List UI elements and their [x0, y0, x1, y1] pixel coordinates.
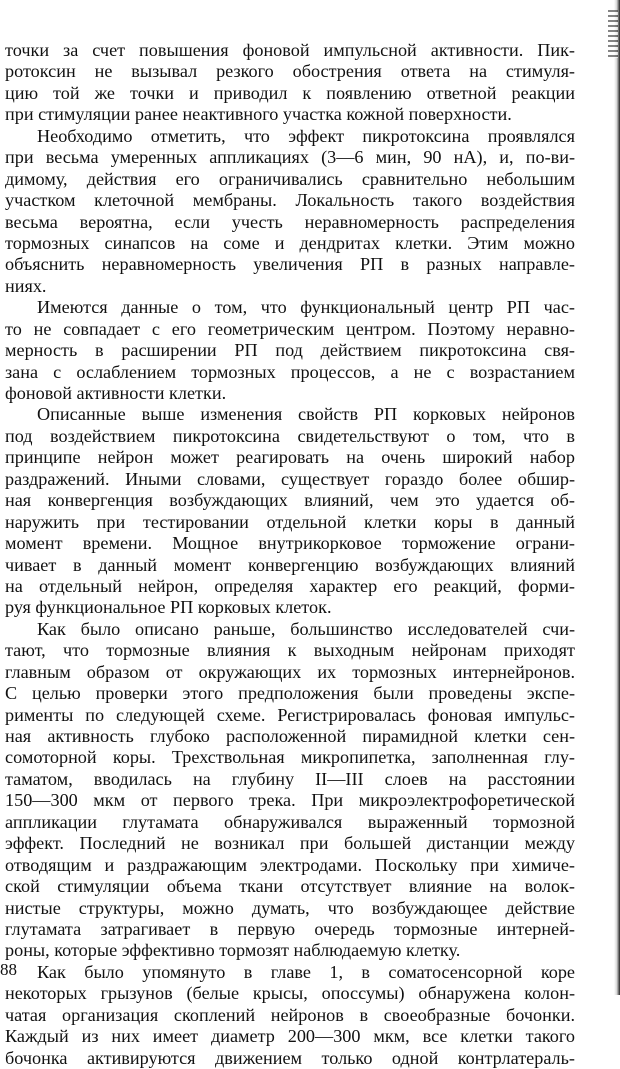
text-line: мерность в расширении РП под действием пикротоксина свя- [5, 340, 575, 361]
text-line: точки за счет повышения фоновой импульсной активности. Пик- [5, 40, 575, 60]
text-line: ниях. [5, 275, 47, 296]
text-line: раздражений. Иными словами, существует гораздо более обшир- [5, 468, 575, 489]
text-line: при стимуляции ранее неактивного участка кожной поверхности. [5, 104, 512, 125]
text-line: роны, которые эффективно тормозят наблюдаемую клетку. [5, 940, 461, 961]
text-line: ная конвергенция возбуждающих влияний, чем это удается об- [5, 490, 575, 511]
text-line: при весьма умеренных аппликациях (3—6 мин, 90 нА), и, по-ви- [5, 147, 575, 168]
text-line: руя функциональное РП корковых клеток. [5, 597, 332, 618]
page-edge [614, 0, 620, 995]
text-line: димому, действия его ограничивались сравнительно небольшим [5, 168, 575, 189]
text-line: тормозных синапсов на соме и дендритах клетки. Этим можно [5, 232, 575, 253]
paragraph-first-line: Имеются данные о том, что функциональный центр РП час- [37, 297, 575, 318]
text-line: эффект. Последний не возникал при большей дистанции между [5, 833, 575, 854]
text-line: рименты по следующей схеме. Регистрировалась фоновая импульс- [5, 704, 575, 725]
text-line: под воздействием пикротоксина свидетельствуют о том, что в [5, 425, 575, 446]
text-line: зана с ослаблением тормозных процессов, а не с возрастанием [5, 361, 575, 382]
text-line: 150—300 мкм от первого трека. При микроэлектрофоретической [5, 790, 575, 811]
binding-mark [608, 10, 618, 58]
text-line: ской стимуляции объема ткани отсутствует влияние на волок- [5, 876, 575, 897]
text-line: главным образом от окружающих их тормозных интернейронов. [5, 661, 575, 682]
text-line: объяснить неравномерность увеличения РП в разных направле- [5, 254, 575, 275]
text-line: ротоксин не вызывал резкого обострения ответа на стимуля- [5, 61, 575, 82]
paragraph-first-line: Необходимо отметить, что эффект пикротоксина проявлялся [37, 125, 575, 146]
text-line: на отдельный нейрон, определяя характер его реакций, форми- [5, 575, 575, 596]
text-line: фоновой активности клетки. [5, 383, 227, 403]
body-text [5, 40, 575, 1069]
text-line: тают, что тормозные влияния к выходным нейронам приходят [5, 640, 575, 661]
text-line: С целью проверки этого предположения были проведены экспе- [5, 683, 575, 704]
text-line: ная активность глубоко расположенной пирамидной клетки сен- [5, 726, 575, 746]
text-line: цию той же точки и приводил к появлению ответной реакции [5, 82, 575, 103]
paragraph-first-line: Как было упомянуто в главе 1, в соматосенсорной коре [37, 961, 575, 982]
text-line: нистые структуры, можно думать, что возбуждающее действие [5, 897, 575, 918]
text-line: отводящим и раздражающим электродами. Поскольку при химиче- [5, 854, 575, 875]
text-line: принципе нейрон может реагировать на очень широкий набор [5, 447, 575, 468]
text-line: Каждый из них имеет диаметр 200—300 мкм, все клетки такого [5, 1026, 575, 1047]
text-line: глутамата затрагивает в первую очередь тормозные интерней- [5, 918, 575, 939]
text-line: наружить при тестировании отдельной клетки коры в данный [5, 511, 575, 532]
text-line: некоторых грызунов (белые крысы, опоссумы) обнаружена колон- [5, 983, 575, 1004]
text-line: момент времени. Мощное внутрикорковое торможение ограни- [5, 533, 575, 554]
text-line: чивает в данный момент конвергенцию возбуждающих влияний [5, 554, 575, 575]
text-line: то не совпадает с его геометрическим центром. Поэтому неравно- [5, 318, 575, 339]
text-line: весьма вероятна, если учесть неравномерность распределения [5, 211, 575, 232]
text-line: участком клеточной мембраны. Локальность такого воздействия [5, 190, 575, 211]
paragraph-first-line: Описанные выше изменения свойств РП корковых нейронов [37, 404, 575, 425]
paragraph-first-line: Как было описано раньше, большинство исследователей счи- [37, 618, 575, 639]
text-line: бочонка активируются движением только одной контрлатераль- [5, 1047, 575, 1068]
page-number: 88 [0, 960, 17, 979]
text-line: чатая организация скоплений нейронов в своеобразные бочонки. [5, 1004, 575, 1025]
text-line: таматом, вводилась на глубину II—III слоев на расстоянии [5, 768, 575, 789]
text-line: аппликации глутамата обнаруживался выраженный тормозной [5, 811, 575, 832]
text-line: сомоторной коры. Трехствольная микропипетка, заполненная глу- [5, 747, 575, 768]
